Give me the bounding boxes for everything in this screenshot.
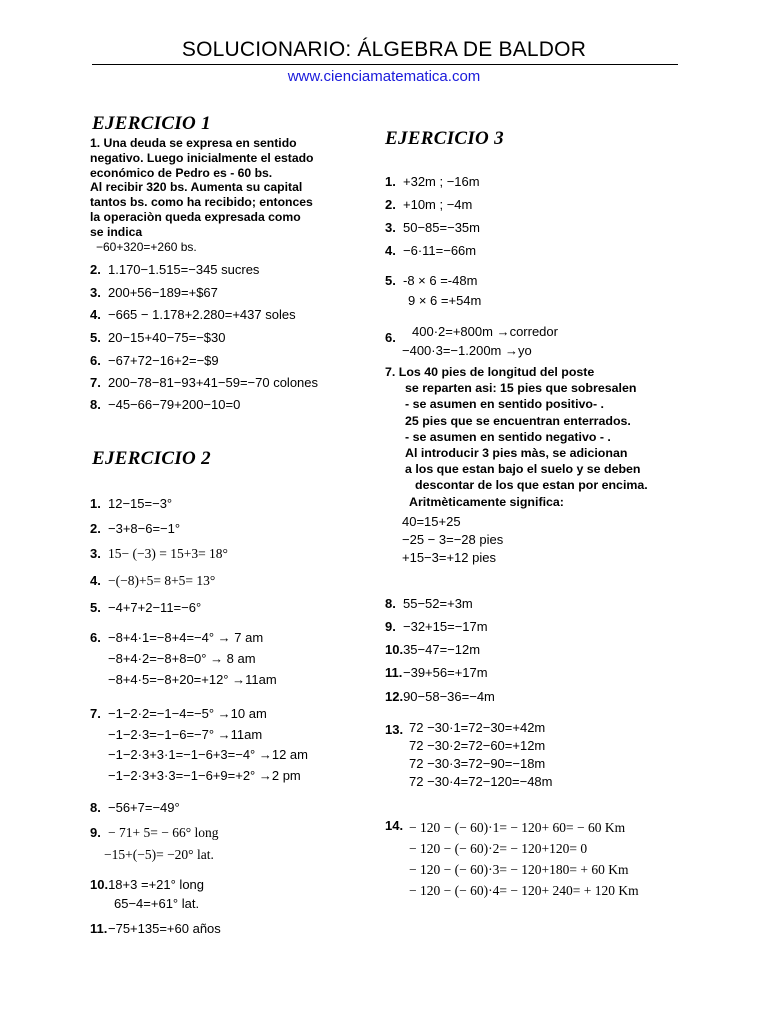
item-number: 4.: [90, 573, 101, 588]
equation: −665 − 1.178+2.280=+437 soles: [108, 307, 296, 322]
equation: 1.170−1.515=−345 sucres: [108, 262, 260, 277]
item-number: 5.: [385, 273, 396, 288]
ejercicio-2-item: [90, 800, 180, 815]
equation: − 120 − (− 60)·4= − 120+ 240= + 120 Km: [409, 883, 639, 898]
text-line: la operaciòn queda expresada como: [90, 209, 301, 224]
equation: 72 −30·1=72−30=+42m: [409, 720, 546, 735]
equation: −39+56=+17m: [403, 665, 488, 680]
ejercicio-3-item: [385, 220, 480, 235]
ejercicio-2-item: [90, 496, 172, 511]
ejercicio-3-item: [385, 642, 480, 657]
ejercicio-3-title: EJERCICIO 3: [385, 128, 504, 149]
ejercicio-3-item: [385, 689, 495, 704]
ejercicio-2-item: [90, 600, 201, 615]
equation: 400·2=+800m →corredor: [412, 324, 558, 339]
ejercicio-2-item: [90, 573, 215, 589]
equation: +15−3=+12 pies: [402, 550, 496, 565]
item-number: 9.: [90, 825, 101, 840]
equation: 12−15=−3°: [108, 496, 173, 511]
text-line: - se asumen en sentido negativo - .: [405, 429, 611, 444]
item-number: 3.: [90, 285, 101, 300]
ejercicio-3-item: [385, 330, 403, 345]
ejercicio-2-item: [90, 521, 180, 536]
text-line: 1. Una deuda se expresa en sentido: [90, 136, 297, 150]
item-number: 14.: [385, 818, 404, 833]
text-line: económico de Pedro es - 60 bs.: [90, 165, 273, 180]
text-line: Al recibir 320 bs. Aumenta su capital: [90, 180, 303, 195]
equation: −32+15=−17m: [403, 619, 488, 634]
equation: −25 − 3=−28 pies: [402, 532, 504, 547]
equation: 15− (−3) = 15+3= 18°: [108, 546, 228, 561]
ejercicio-3-item: [385, 273, 477, 288]
ejercicio-3-item: [385, 197, 472, 212]
text-line: descontar de los que estan por encima.: [415, 478, 648, 493]
equation: 9 × 6 =+54m: [408, 293, 482, 308]
equation: −6·11=−66m: [403, 243, 477, 258]
item-number: 3.: [90, 546, 101, 561]
equation: − 120 − (− 60)·2= − 120+120= 0: [409, 841, 588, 856]
item-number: 9.: [385, 619, 396, 634]
text-line: 25 pies que se encuentran enterrados.: [405, 413, 631, 428]
ejercicio-1-item: [90, 353, 219, 368]
ejercicio-1-item: [90, 330, 226, 345]
equation: −1−2·3+3·1=−1−6+3=−4° →12 am: [108, 747, 308, 762]
equation: 65−4=+61° lat.: [114, 896, 200, 911]
text-line: 7. Los 40 pies de longitud del poste: [385, 365, 595, 379]
ejercicio-3-item: [385, 665, 488, 680]
equation: -8 × 6 =-48m: [403, 273, 478, 288]
item-number: 10.: [90, 877, 109, 892]
item-number: 7.: [90, 375, 101, 390]
page-title: SOLUCIONARIO: ÁLGEBRA DE BALDOR: [181, 38, 587, 61]
item-number: 6.: [90, 630, 101, 645]
text-line: negativo. Luego inicialmente el estado: [90, 150, 314, 165]
item-number: 2.: [90, 262, 101, 277]
equation: −15+(−5)= −20° lat.: [104, 847, 214, 862]
ejercicio-2-item: [90, 921, 221, 936]
text-line: Aritmèticamente significa:: [409, 494, 564, 509]
ejercicio-1-item: [90, 262, 259, 277]
equation: 40=15+25: [402, 514, 461, 529]
text-line: se indica: [90, 224, 143, 239]
ejercicio-3-item: [385, 722, 403, 737]
equation: −3+8−6=−1°: [108, 521, 181, 536]
equation: +32m ; −16m: [403, 174, 480, 189]
item-number: 8.: [90, 397, 101, 412]
header-divider: [92, 64, 678, 65]
ejercicio-3-item: [385, 818, 403, 833]
ejercicio-3-item: [385, 174, 480, 189]
ejercicio-3-problem-7-text: [385, 364, 648, 510]
ejercicio-3-item: [385, 243, 476, 258]
item-number: 10.: [385, 642, 404, 657]
item-number: 8.: [90, 800, 101, 815]
item-number: 6.: [90, 353, 101, 368]
ejercicio-1-item: [90, 307, 296, 322]
equation: −1−2·3+3·3=−1−6+9=+2° →2 pm: [108, 768, 301, 783]
equation: 200−78−81−93+41−59=−70 colones: [108, 375, 319, 390]
equation: 90−58−36=−4m: [403, 689, 495, 704]
equation: 72 −30·3=72−90=−18m: [409, 756, 546, 771]
equation: −60+320=+260 bs.: [96, 240, 197, 254]
equation: −56+7=−49°: [108, 800, 180, 815]
equation: −8+4·1=−8+4=−4° → 7 am: [108, 630, 264, 645]
equation: +10m ; −4m: [403, 197, 473, 212]
item-number: 11.: [385, 665, 403, 680]
item-number: 5.: [90, 600, 101, 615]
text-line: a los que estan bajo el suelo y se deben: [405, 462, 641, 477]
equation: 55−52=+3m: [403, 596, 473, 611]
item-number: 4.: [385, 243, 396, 258]
equation: 200+56−189=+$67: [108, 285, 218, 300]
text-line: tantos bs. como ha recibido; entonces: [90, 195, 313, 210]
item-number: 5.: [90, 330, 101, 345]
ejercicio-2-item: [90, 825, 218, 841]
equation: − 71+ 5= − 66° long: [108, 825, 219, 840]
ejercicio-2-item: [90, 706, 267, 721]
equation: 35−47=−12m: [403, 642, 481, 657]
equation: 72 −30·4=72−120=−48m: [409, 774, 553, 789]
item-number: 6.: [385, 330, 396, 345]
ejercicio-2-title: EJERCICIO 2: [92, 448, 211, 469]
ejercicio-2-item: [90, 546, 228, 562]
ejercicio-1-item: [90, 375, 318, 390]
text-line: se reparten asi: 15 pies que sobresalen: [405, 381, 637, 396]
equation: −45−66−79+200−10=0: [108, 397, 241, 412]
equation: − 120 − (− 60)·3= − 120+180= + 60 Km: [409, 862, 629, 877]
equation: −400·3=−1.200m →yo: [402, 343, 532, 358]
item-number: 13.: [385, 722, 404, 737]
website-link[interactable]: www.cienciamatematica.com: [287, 68, 481, 85]
text-line: Al introducir 3 pies màs, se adicionan: [405, 446, 628, 461]
ejercicio-2-item: [90, 630, 263, 645]
item-number: 1.: [90, 496, 101, 511]
equation: −67+72−16+2=−$9: [108, 353, 219, 368]
item-number: 7.: [90, 706, 101, 721]
equation: −8+4·5=−8+20=+12° →11am: [108, 672, 277, 687]
ejercicio-1-problem-text: [90, 136, 314, 240]
equation: −1−2·3=−1−6=−7° →11am: [108, 727, 263, 742]
item-number: 8.: [385, 596, 396, 611]
ejercicio-1-item: [90, 397, 240, 412]
equation: − 120 − (− 60)·1= − 120+ 60= − 60 Km: [409, 820, 626, 835]
equation: 72 −30·2=72−60=+12m: [409, 738, 546, 753]
equation: −8+4·2=−8+8=0° → 8 am: [108, 651, 256, 666]
equation: −75+135=+60 años: [108, 921, 221, 936]
text-line: - se asumen en sentido positivo- .: [405, 397, 604, 412]
ejercicio-1-item: [90, 285, 218, 300]
ejercicio-3-item: [385, 596, 473, 611]
item-number: 4.: [90, 307, 101, 322]
equation: 20−15+40−75=−$30: [108, 330, 226, 345]
equation: −(−8)+5= 8+5= 13°: [108, 573, 216, 588]
ejercicio-1-title: EJERCICIO 1: [92, 113, 211, 134]
ejercicio-2-item: [90, 877, 204, 892]
equation: −1−2·2=−1−4=−5° →10 am: [108, 706, 267, 721]
equation: −4+7+2−11=−6°: [108, 600, 202, 615]
ejercicio-3-item: [385, 619, 488, 634]
item-number: 11.: [90, 921, 108, 936]
item-number: 2.: [385, 197, 396, 212]
item-number: 12.: [385, 689, 404, 704]
equation: 50−85=−35m: [403, 220, 480, 235]
equation: 18+3 =+21° long: [108, 877, 205, 892]
item-number: 3.: [385, 220, 396, 235]
item-number: 1.: [385, 174, 396, 189]
item-number: 2.: [90, 521, 101, 536]
